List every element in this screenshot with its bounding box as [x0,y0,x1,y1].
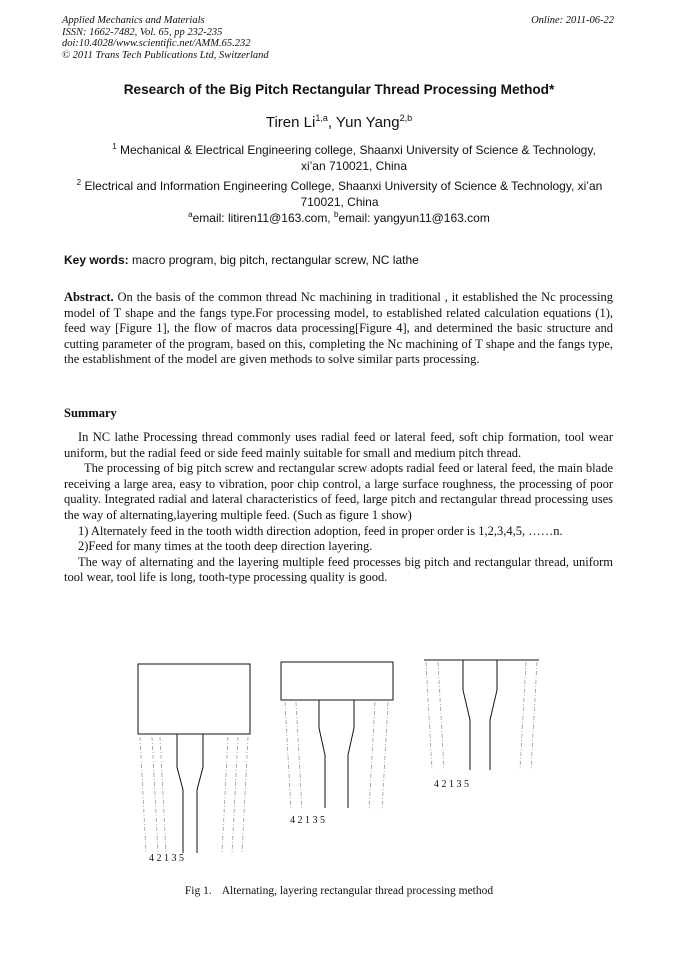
mid-guide-r2 [369,702,375,810]
author-2-sup: 2,b [399,113,413,123]
tool-tip-left [177,734,203,853]
summary-item-1: 1) Alternately feed in the tooth width direction adoption, feed in proper order is 1,2,3,4,5, ……n. [78,523,563,538]
affiliation-1-line1: Mechanical & Electrical Engineering college, Shaanxi University of Science & Technology, [119,143,596,157]
email-b-sup: b [333,210,339,219]
tool-tip-middle [319,700,354,808]
right-guide-l2 [438,662,444,770]
online-date: Online: 2011-06-22 [531,15,614,26]
paper-title: Research of the Big Pitch Rectangular Thread Processing Method* [123,82,555,97]
author-1: Tiren Li [265,114,316,131]
abstract-label: Abstract. [64,290,114,304]
keywords-text: macro program, big pitch, rectangular screw, NC lathe [128,253,419,267]
figure-panel-left [138,664,250,853]
figure-caption-text: Alternating, layering rectangular thread processing method [221,885,494,897]
tool-block-left [138,664,250,734]
author-separator: , [327,114,336,131]
affiliation-1-sup: 1 [112,142,117,151]
affiliation-1-line2: xi’an 710021, China [300,158,408,173]
tool-block-middle [281,662,393,700]
author-2: Yun Yang [335,114,400,131]
email-a-sup: a [188,210,193,219]
left-guide-r2 [232,737,238,853]
labels-middle: 4 2 1 3 5 [290,815,325,826]
mid-guide-outer-r [382,702,388,810]
email-b: email: yangyun11@163.com [338,211,490,225]
figure-caption [0,885,678,897]
summary-paragraph-1: In NC lathe Processing thread commonly uses radial feed or lateral feed, soft chip formation, tool wear uniform, but the radial feed or side feed mainly suitable for small and medium pitch thread. [64,430,613,460]
left-guide-outer-r [242,737,248,853]
summary-paragraph-3: The way of alternating and the layering multiple feed processes big pitch and rectangular thread, uniform tool wear, tool life is long, tooth-type processing quality is good. [64,554,613,585]
mid-guide-outer-l [285,702,291,810]
keywords-label: Key words: [64,253,129,267]
left-guide-l2 [152,737,158,853]
right-guide-outer-l [426,662,432,770]
abstract-text: On the basis of the common thread Nc machining in traditional , it established the Nc processing model of T shape and the fangs type.For processing model, to established related calculation equations (1), feed way [Figure 1], the flow of macros data processing[Figure 4], and determined the basic structure and cutting parameter of the program, based on this, completing the Nc machining of T shape and the fangs type, the establishment of the model are given methods to solve similar parts processing. [64,290,613,367]
right-guide-r2 [520,662,526,770]
figure-panel-right [424,660,539,770]
labels-left: 4 2 1 3 5 [149,853,184,864]
left-guide-r3 [222,737,228,853]
summary-paragraph-2: The processing of big pitch screw and rectangular screw adopts radial feed or lateral feed, the main blade receiving a large area, easy to vibration, poor chip control, a large surface roughness, the processing of poor quality. Integrated radial and lateral characteristics of feed, large pitch and rectangular thread processing uses the way of alternating,layering multiple feed. (Such as figure 1 show) [64,461,613,522]
copyright-line: © 2011 Trans Tech Publications Ltd, Switzerland [62,49,269,61]
email-a: email: litiren11@163.com, [192,211,334,225]
summary-heading: Summary [64,406,117,420]
mid-guide-l2 [296,702,302,810]
figure-caption-number: Fig 1. [184,885,212,897]
left-guide-outer-l [140,737,146,853]
affiliation-2-line2: 710021, China [300,194,379,209]
labels-right: 4 2 1 3 5 [434,779,469,790]
summary-item-2: 2)Feed for many times at the tooth deep direction layering. [78,539,373,554]
issn-line: ISSN: 1662-7482, Vol. 65, pp 232-235 [62,26,223,38]
affiliation-2-line1: Electrical and Information Engineering College, Shaanxi University of Science & Technology, xi’an [84,179,603,193]
figure-panel-middle [281,662,393,810]
affiliation-2-sup: 2 [76,178,82,187]
tool-tip-right [463,660,497,770]
journal-name: Applied Mechanics and Materials [62,15,205,26]
doi-line: doi:10.4028/www.scientific.net/AMM.65.232 [62,38,251,49]
author-1-sup: 1,a [315,113,328,123]
right-guide-outer-r [531,662,537,770]
left-guide-l3 [160,737,166,853]
